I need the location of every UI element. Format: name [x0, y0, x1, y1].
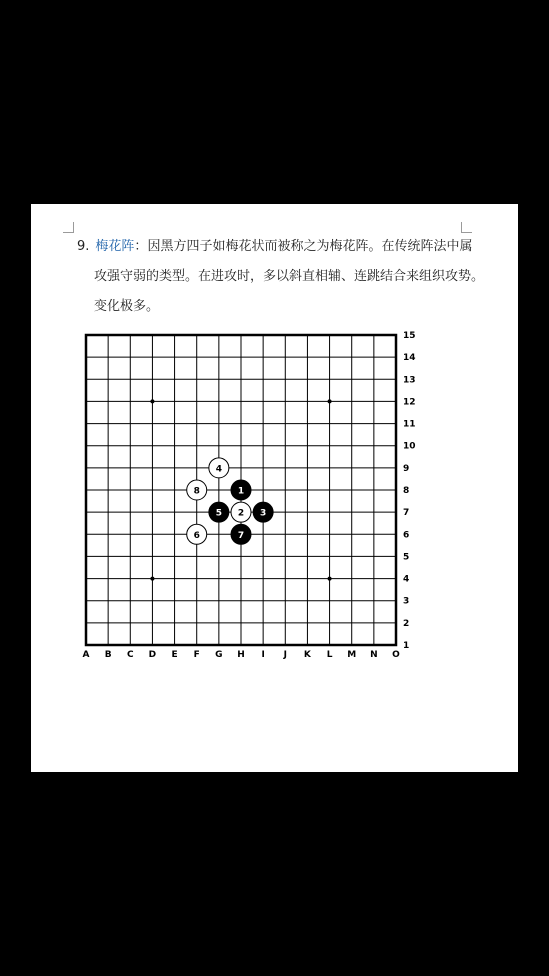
entry-text-line3: 变化极多。 [94, 299, 160, 314]
stone-move-number: 4 [215, 464, 222, 475]
stone-move-number: 7 [237, 530, 245, 541]
column-label: M [347, 650, 357, 660]
stone-move-number: 1 [237, 486, 245, 497]
entry-keyword: 梅花阵 [95, 239, 135, 254]
row-label: 11 [403, 419, 416, 430]
entry-text-line2: 攻强守弱的类型。在进攻时，多以斜直相辅、连跳结合来组织攻势。 [94, 269, 485, 284]
row-label: 5 [403, 552, 410, 563]
column-label: D [148, 650, 157, 660]
row-label: 2 [403, 618, 410, 629]
column-label: K [303, 650, 311, 660]
row-label: 10 [403, 441, 416, 452]
row-label: 14 [403, 353, 416, 364]
row-label: 15 [403, 331, 416, 341]
stone-move-number: 5 [215, 508, 222, 519]
stone-move-number: 8 [193, 486, 200, 497]
column-label: I [261, 650, 265, 660]
column-label: F [193, 650, 200, 660]
stone-move-number: 2 [237, 508, 245, 519]
row-label: 7 [403, 508, 410, 519]
column-label: C [126, 650, 134, 660]
row-label: 3 [403, 596, 410, 607]
star-point [328, 399, 332, 403]
column-label: O [392, 650, 400, 660]
column-label: B [104, 650, 112, 660]
row-label: 4 [403, 574, 410, 585]
stone-move-number: 3 [260, 508, 267, 519]
column-label: H [237, 650, 245, 660]
row-label: 9 [403, 463, 410, 474]
row-label: 6 [403, 530, 410, 541]
row-label: 12 [403, 397, 416, 408]
star-point [150, 399, 154, 403]
star-point [328, 577, 332, 581]
entry-colon: ： [134, 239, 148, 254]
column-label: L [326, 650, 333, 660]
row-label: 1 [403, 641, 410, 651]
column-label: E [171, 650, 178, 660]
stone-move-number: 6 [193, 530, 200, 541]
entry-text-line1: 因黑方四子如梅花状而被称之为梅花阵。在传统阵法中属 [147, 239, 473, 254]
entry-number: 9. [77, 239, 90, 254]
column-label: N [370, 650, 378, 660]
star-point [150, 577, 154, 581]
row-label: 13 [403, 375, 416, 386]
column-label: J [283, 650, 287, 660]
column-label: A [82, 650, 90, 660]
column-label: G [215, 650, 223, 660]
row-label: 8 [403, 486, 410, 496]
